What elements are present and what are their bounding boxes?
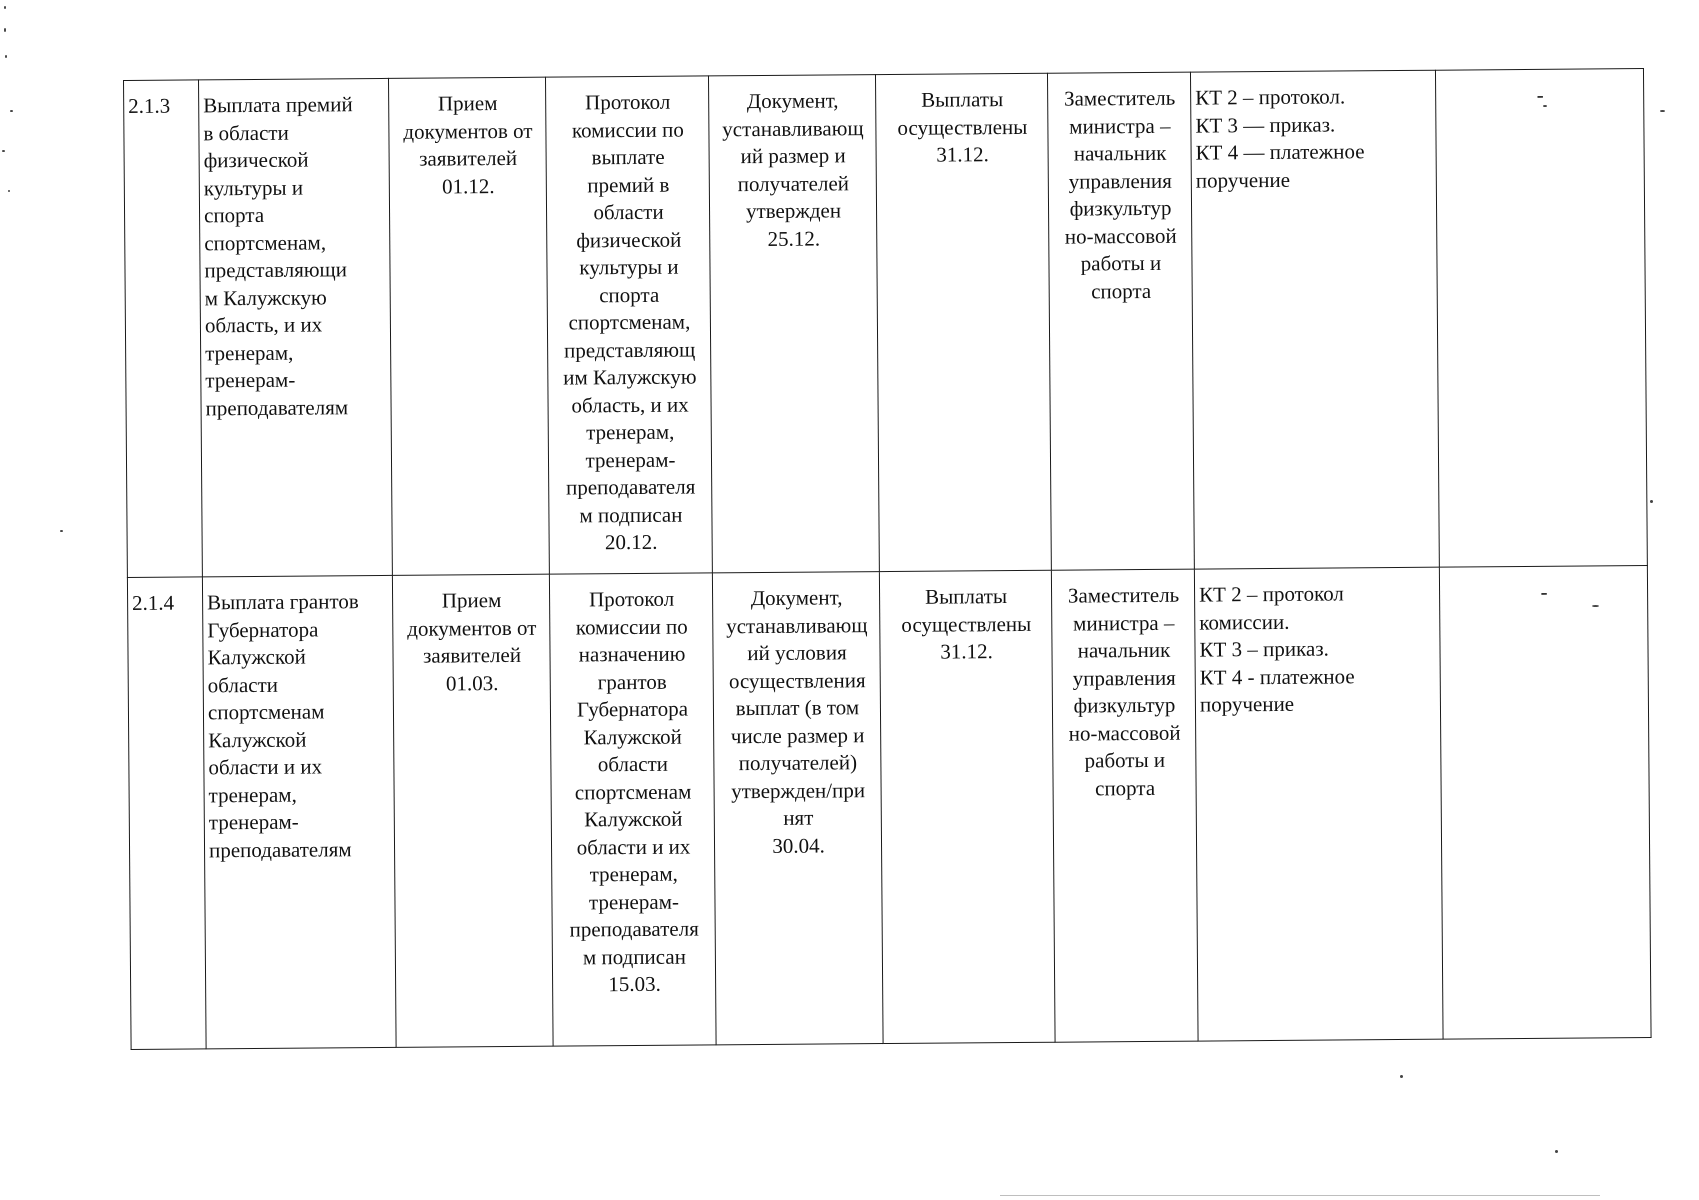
event-cell: Выплата грантов Губернатора Калужской области спортсменам Калужской области и их тренерам, тренерам- преподавателям — [202, 575, 396, 1048]
scan-speck — [1400, 1075, 1403, 1078]
scan-edge-marks — [0, 0, 30, 210]
row-number-cell: 2.1.4 — [127, 577, 206, 1050]
start-event-cell: Прием документов от заявителей 01.12. — [388, 77, 549, 575]
extra-cell: - — [1439, 566, 1651, 1040]
result-cell: Выплаты осуществлены 31.12. — [875, 73, 1051, 571]
start-event-cell: Прием документов от заявителей 01.03. — [392, 574, 553, 1047]
extra-cell: - — [1435, 69, 1647, 568]
control-points-cell: КТ 2 – протокол. КТ 3 — приказ. КТ 4 — платежное поручение — [1190, 70, 1439, 569]
scan-speck — [1650, 500, 1653, 503]
table-row — [124, 69, 1648, 578]
document-cell: Протокол комиссии по назначению грантов Губернатора Калужской области спортсменам Калужской области и их тренерам, тренерам- преподавателя м подписан 15.03. — [549, 573, 716, 1046]
scan-speck — [1555, 1150, 1558, 1153]
responsible-cell: Заместитель министра – начальник управления физкультур но-массовой работы и спорта — [1051, 569, 1198, 1042]
plan-table — [123, 68, 1652, 1050]
result-cell: Выплаты осуществлены 31.12. — [879, 570, 1055, 1043]
scan-speck — [1000, 1195, 1600, 1196]
event-cell: Выплата премий в области физической культуры и спорта спортсменам, представляющи м Калужскую область, и их тренерам, тренерам- преподавателям — [199, 78, 393, 576]
row-number-cell: 2.1.3 — [124, 80, 203, 578]
responsible-cell: Заместитель министра – начальник управления физкультур но-массовой работы и спорта — [1047, 72, 1194, 570]
scan-speck — [60, 530, 63, 532]
act-cell: Документ, устанавливающ ий размер и получателей утвержден 25.12. — [708, 75, 879, 573]
scan-speck — [1660, 110, 1665, 112]
document-cell: Протокол комиссии по выплате премий в области физической культуры и спорта спортсменам, представляющ им Калужскую область, и их тренерам, тренерам- преподавателя м подписан 20.12. — [545, 76, 712, 574]
act-cell: Документ, устанавливающ ий условия осуществления выплат (в том числе размер и получателей) утвержден/при нят 30.04. — [712, 572, 883, 1045]
control-points-cell: КТ 2 – протокол комиссии. КТ 3 – приказ. КТ 4 - платежное поручение — [1194, 567, 1443, 1041]
table-row — [127, 566, 1651, 1050]
